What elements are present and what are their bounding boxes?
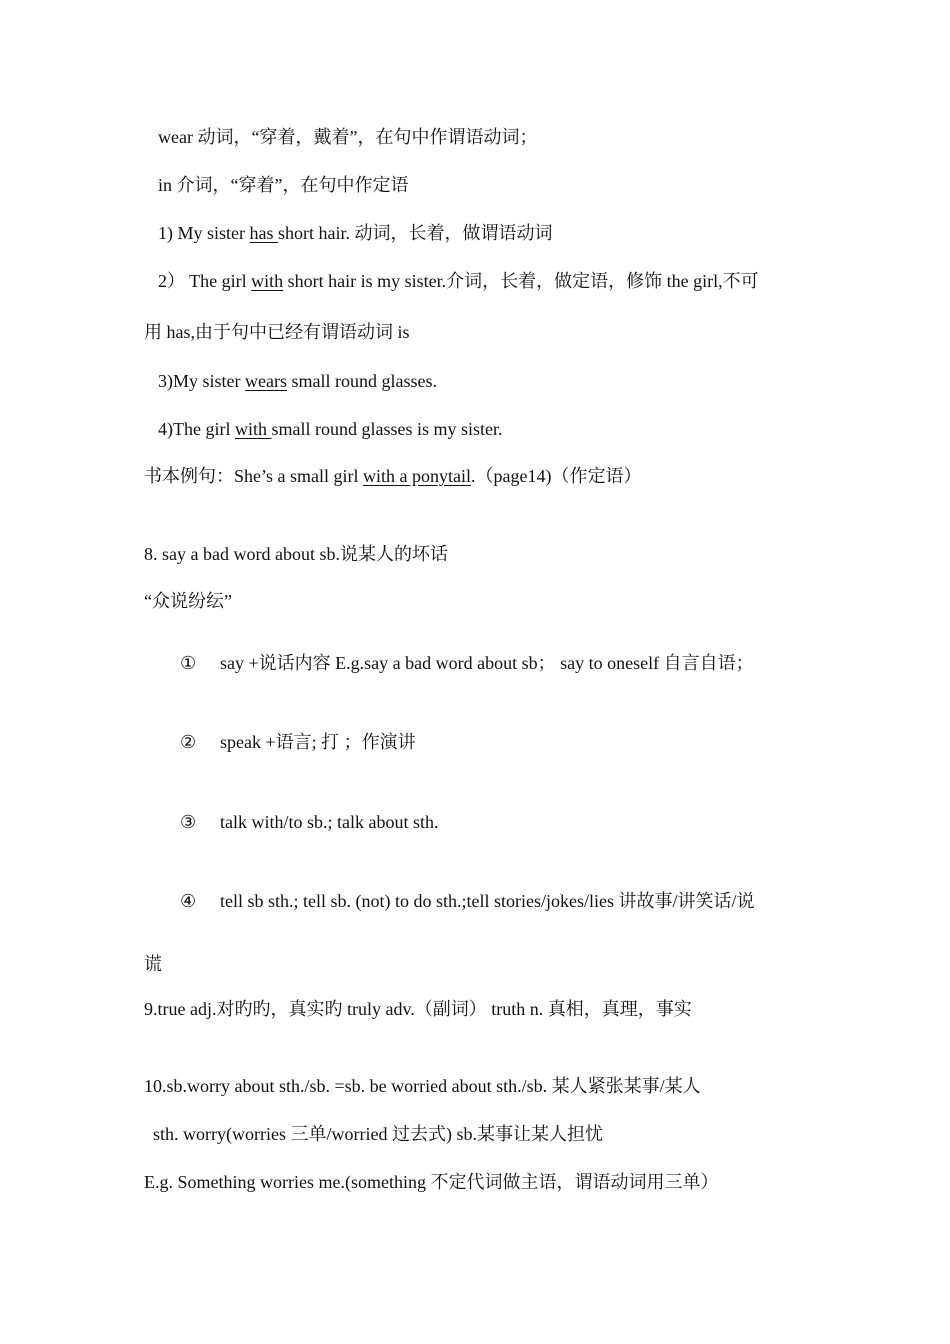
note-wear-verb: wear 动词，“穿着，戴着”，在句中作谓语动词； bbox=[158, 127, 538, 147]
list-item-tell-continued: 谎 bbox=[144, 954, 162, 974]
circled-number: ② bbox=[180, 732, 197, 752]
section-8-subtitle: “众说纷纭” bbox=[144, 591, 232, 611]
list-item-say: ① say +说话内容 E.g.say a bad word about sb； say to oneself 自言自语； bbox=[180, 653, 754, 673]
section-9: 9.true adj.对旳旳，真实旳 truly adv.（副词） truth n. 真相，真理，事实 bbox=[144, 999, 692, 1019]
section-8-heading: 8. say a bad word about sb.说某人的坏话 bbox=[144, 544, 448, 564]
list-item-tell: ④ tell sb sth.; tell sb. (not) to do sth.;tell stories/jokes/lies 讲故事/讲笑话/说 bbox=[180, 891, 755, 911]
underlined-word: with bbox=[234, 419, 272, 439]
section-10-worry-usage: sth. worry(worries 三单/worried 过去式) sb.某事让某人担忧 bbox=[153, 1124, 603, 1144]
circled-number: ④ bbox=[180, 891, 197, 911]
example-4: 4)The girl with small round glasses is my sister. bbox=[158, 419, 503, 439]
list-item-speak: ② speak +语言; 打 ；作演讲 bbox=[180, 732, 416, 752]
example-3: 3)My sister wears small round glasses. bbox=[158, 371, 437, 391]
textbook-example: 书本例句：She’s a small girl with a ponytail.（page14)（作定语） bbox=[144, 466, 642, 486]
underlined-word: has bbox=[249, 223, 278, 243]
example-2: 2） The girl with short hair is my sister.介词，长着，做定语，修饰 the girl,不可 bbox=[158, 271, 759, 291]
underlined-word: with bbox=[251, 271, 284, 291]
circled-number: ③ bbox=[180, 812, 197, 832]
underlined-phrase: with a ponytail bbox=[363, 466, 471, 486]
example-1: 1) My sister has short hair. 动词，长着，做谓语动词 bbox=[158, 223, 553, 243]
section-10-heading: 10.sb.worry about sth./sb. =sb. be worried about sth./sb. 某人紧张某事/某人 bbox=[144, 1076, 701, 1096]
list-item-talk: ③ talk with/to sb.; talk about sth. bbox=[180, 812, 439, 832]
example-2-continued: 用 has,由于句中已经有谓语动词 is bbox=[144, 322, 410, 342]
note-in-preposition: in 介词，“穿着”，在句中作定语 bbox=[158, 175, 409, 195]
section-10-example: E.g. Something worries me.(something 不定代词做主语，谓语动词用三单） bbox=[144, 1172, 719, 1192]
circled-number: ① bbox=[180, 653, 197, 673]
underlined-word: wears bbox=[245, 371, 287, 391]
